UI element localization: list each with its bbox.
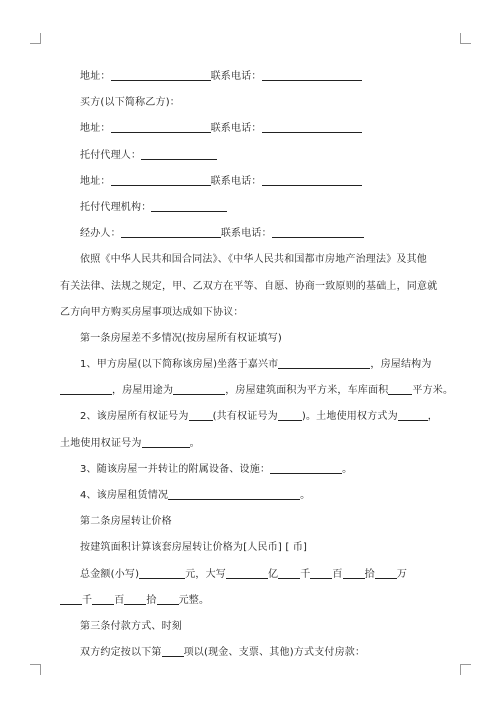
- clause-3-line: [80, 457, 440, 483]
- clause-text: 按建筑面积计算该套房屋转让价格为[人民币] [ 币]: [80, 542, 308, 554]
- buyer-heading-line: [80, 90, 440, 116]
- clause-text: 亿: [268, 568, 279, 580]
- agent-address-line: [80, 169, 440, 195]
- amount-cont-line: [60, 588, 440, 614]
- contract-body: [60, 64, 454, 666]
- amount-qian2-blank[interactable]: [60, 593, 82, 605]
- paragraph-text: 有关法律、法规之规定，甲、乙双方在平等、自愿、协商一致原则的基础上，同意就: [60, 280, 438, 292]
- clause-text: 。: [300, 490, 311, 501]
- amount-shi2-blank[interactable]: [124, 593, 146, 605]
- clause-text: 万: [396, 568, 408, 580]
- clause-text: 拾: [146, 594, 157, 606]
- phone-label: 联系电话：: [210, 123, 262, 135]
- agent-line: [80, 143, 440, 169]
- price-line: [80, 535, 440, 561]
- clause-text: 百: [114, 594, 125, 606]
- article-1-heading: [80, 326, 440, 352]
- payment-line: [80, 640, 440, 666]
- amount-line: [80, 562, 440, 588]
- paragraph-text: 依照《中华人民共和国合同法》、《中华人民共和国都市房地产治理法》及其他: [80, 254, 427, 266]
- clause-text: 千: [82, 594, 93, 606]
- address-label: 地址：: [80, 123, 111, 135]
- address-blank[interactable]: [111, 121, 211, 133]
- crop-mark-top-left: [30, 33, 41, 44]
- lease-blank[interactable]: [168, 488, 300, 500]
- seller-address-line: [80, 64, 440, 90]
- paragraph-text: 乙方向甲方购买房屋事项达成如下协议：: [60, 306, 244, 318]
- paragraph-line: [60, 300, 440, 326]
- clause-2-cont-line: [60, 431, 440, 457]
- clause-text: 千: [300, 568, 311, 580]
- address-blank[interactable]: [111, 174, 211, 186]
- handler-label: 经办人：: [80, 228, 121, 240]
- phone-blank[interactable]: [262, 69, 362, 81]
- amount-wan-blank[interactable]: [375, 567, 397, 579]
- clause-text: 总金额(小写): [80, 568, 140, 580]
- article-2-heading: [80, 509, 440, 535]
- clause-text: 3、随该房屋一并转让的附属设备、设施：: [80, 463, 271, 475]
- agency-label: 托付代理机构：: [80, 201, 152, 213]
- clause-text: (共有权证号为: [212, 411, 278, 423]
- garage-area-blank[interactable]: [388, 383, 412, 395]
- amount-bai2-blank[interactable]: [92, 593, 114, 605]
- co-ownership-cert-blank[interactable]: [278, 409, 302, 421]
- article-heading-text: 第三条付款方式、时刻: [80, 620, 182, 632]
- facilities-blank[interactable]: [270, 462, 342, 474]
- amount-digits-blank[interactable]: [139, 567, 185, 579]
- article-heading-text: 第二条房屋转让价格: [80, 516, 172, 528]
- phone-blank[interactable]: [262, 121, 362, 133]
- clause-text: 拾: [364, 568, 375, 580]
- handler-line: [80, 221, 440, 247]
- article-heading-text: 第一条房屋差不多情况(按房屋所有权证填写): [80, 332, 283, 344]
- clause-text: 4、该房屋租赁情况: [80, 490, 169, 501]
- crop-mark-top-right: [460, 33, 471, 44]
- clause-text: ，房屋建筑面积为平方米，车库面积: [225, 385, 389, 397]
- amount-yuan-blank[interactable]: [157, 593, 179, 605]
- phone-blank[interactable]: [262, 174, 362, 186]
- clause-1-line: [80, 352, 440, 378]
- paragraph-line: [80, 247, 440, 273]
- amount-shi-blank[interactable]: [343, 567, 365, 579]
- buyer-heading: 买方(以下简称乙方)：: [80, 97, 181, 109]
- location-blank[interactable]: [278, 357, 370, 369]
- clause-text: ，房屋用途为: [112, 385, 174, 397]
- agency-line: [80, 195, 440, 221]
- phone-label: 联系电话：: [220, 228, 272, 240]
- clause-1-cont-line: [60, 378, 454, 404]
- amount-bai-blank[interactable]: [310, 567, 332, 579]
- address-label: 地址：: [80, 71, 111, 82]
- clause-text: 项以(现金、支票、其他)方式支付房款：: [183, 647, 366, 659]
- clause-text: 土地使用权证号为: [60, 437, 142, 449]
- phone-label: 联系电话：: [210, 71, 262, 82]
- paragraph-line: [60, 274, 440, 300]
- clause-text: 。: [342, 463, 353, 475]
- clause-text: 。: [189, 437, 200, 449]
- address-blank[interactable]: [111, 69, 211, 81]
- clause-2-line: [80, 404, 440, 430]
- clause-text: ，: [427, 411, 438, 423]
- clause-text: 元整。: [178, 594, 210, 606]
- clause-text: 元，大写: [185, 568, 227, 580]
- buyer-address-line: [80, 116, 440, 142]
- article-3-heading: [80, 614, 440, 640]
- clause-text: ，房屋结构为: [370, 359, 432, 371]
- clause-text: 双方约定按以下第: [80, 647, 162, 659]
- land-cert-blank[interactable]: [142, 436, 190, 448]
- structure-blank[interactable]: [60, 383, 112, 395]
- amount-qian-blank[interactable]: [278, 567, 300, 579]
- phone-blank[interactable]: [272, 226, 364, 238]
- amount-yi-blank[interactable]: [226, 567, 268, 579]
- clause-text: 1、甲方房屋(以下简称该房屋)坐落于嘉兴市: [80, 359, 279, 371]
- crop-mark-bottom-right: [460, 664, 471, 675]
- clause-text: )。土地使用权方式为: [301, 411, 398, 423]
- address-label: 地址：: [80, 175, 111, 187]
- land-use-method-blank[interactable]: [398, 409, 428, 421]
- clause-text: 百: [332, 568, 343, 580]
- handler-blank[interactable]: [121, 226, 221, 238]
- payment-option-blank[interactable]: [162, 645, 184, 657]
- ownership-cert-blank[interactable]: [189, 409, 213, 421]
- agent-label: 托付代理人：: [80, 149, 142, 161]
- agent-blank[interactable]: [141, 148, 217, 160]
- agency-blank[interactable]: [151, 200, 227, 212]
- clause-4-line: [80, 483, 440, 509]
- clause-text: 2、该房屋所有权证号为: [80, 411, 189, 423]
- usage-blank[interactable]: [173, 383, 225, 395]
- crop-mark-bottom-left: [30, 664, 41, 675]
- clause-text: 平方米。: [412, 385, 454, 397]
- phone-label: 联系电话：: [210, 175, 262, 187]
